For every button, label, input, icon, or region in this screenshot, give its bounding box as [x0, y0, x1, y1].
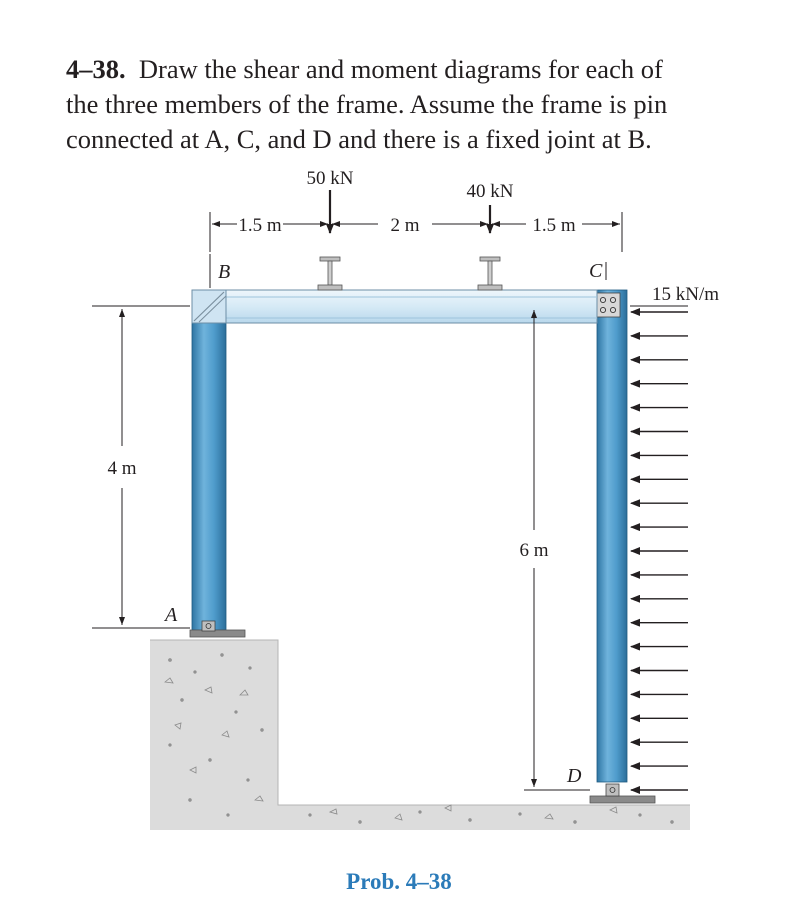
beam-bc: [192, 290, 597, 323]
dim-label-2: 2 m: [390, 215, 420, 236]
point-label-d: D: [567, 765, 582, 787]
right-height-label: 6 m: [519, 540, 549, 561]
problem-line-3: connected at A, C, and D and there is a fixed joint at B.: [66, 124, 652, 154]
point-label-b: B: [218, 261, 231, 283]
distributed-load-label: 15 kN/m: [652, 284, 720, 305]
column-ab: [192, 322, 226, 630]
left-height-label: 4 m: [107, 458, 137, 479]
dim-label-1: 1.5 m: [238, 215, 282, 236]
load-label-50: 50 kN: [306, 168, 354, 189]
figure-caption: Prob. 4–38: [346, 869, 452, 894]
load-label-40: 40 kN: [466, 181, 514, 202]
load-post-40: [478, 257, 502, 290]
pin-support-d: [590, 784, 655, 803]
point-label-a: A: [165, 604, 178, 626]
problem-line-2: the three members of the frame. Assume the frame is pin: [66, 89, 668, 119]
pin-connection-c: [596, 293, 620, 317]
dim-label-3: 1.5 m: [532, 215, 576, 236]
load-post-50: [318, 257, 342, 290]
fixed-joint-b: [192, 290, 226, 323]
distributed-load: [631, 312, 688, 790]
point-label-c: C: [589, 260, 603, 282]
problem-line-1-text: Draw the shear and moment diagrams for each of: [138, 54, 663, 84]
problem-number: 4–38.: [66, 54, 126, 84]
column-cd: [597, 290, 627, 782]
